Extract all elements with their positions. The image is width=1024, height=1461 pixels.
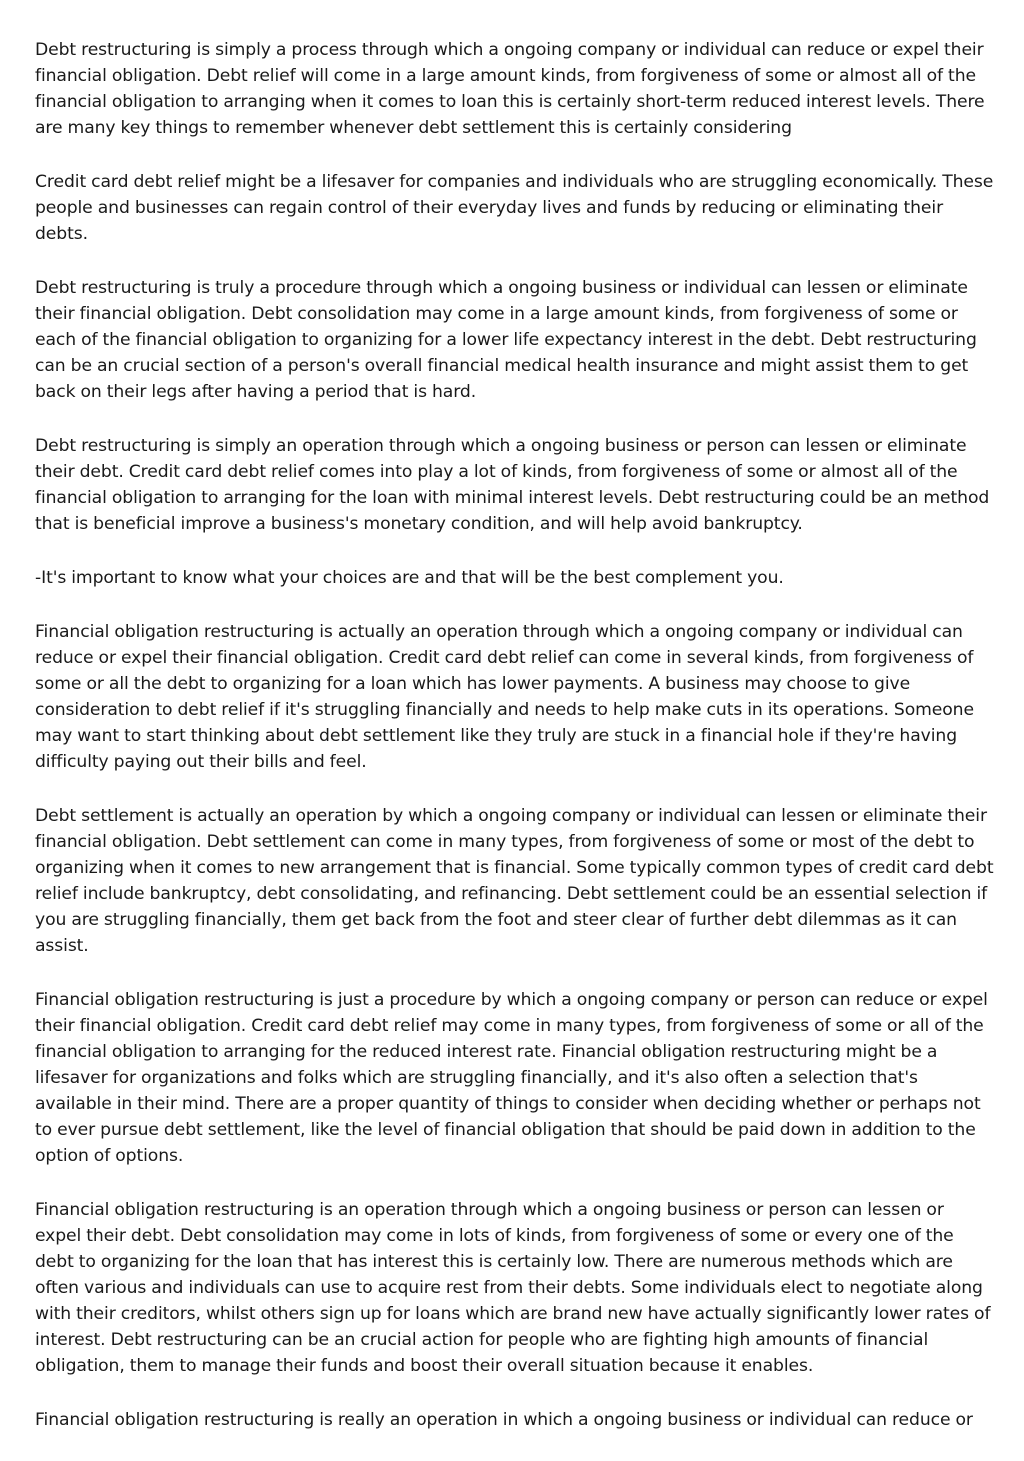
paragraph-6: Financial obligation restructuring is actually an operation through which a ongoing company or individual can reduce or expel their financial obligation. Credit card debt relief can come in several kinds, from forgiveness of some or all the debt to organizing for a loan which has lower payments. A business may choose to give consideration to debt relief if it's struggling financially and needs to help make cuts in its operations. Someone may want to start thinking about debt settlement like they truly are stuck in a financial hole if they're having difficulty paying out their bills and feel. (35, 622, 974, 772)
paragraph-1: Debt restructuring is simply a process through which a ongoing company or individual can reduce or expel their financial obligation. Debt relief will come in a large amount kinds, from forgiveness of some or almost all of the financial obligation to arranging when it comes to loan this is certainly short-term reduced interest levels. There are many key things to remember whenever debt settlement this is certainly considering (35, 40, 985, 138)
paragraph-9: Financial obligation restructuring is an operation through which a ongoing business or person can lessen or expel their debt. Debt consolidation may come in lots of kinds, from forgiveness of some or every one of the debt to organizing for the loan that has interest this is certainly low. There are numerous methods which are often various and individuals can use to acquire rest from their debts. Some individuals elect to negotiate along with their creditors, whilst others sign up for loans which are brand new have actually significantly lower rates of interest. Debt restructuring can be an crucial action for people who are fighting high amounts of financial obligation, them to manage their funds and boost their overall situation because it enables. (35, 1200, 991, 1376)
paragraph-3: Debt restructuring is truly a procedure through which a ongoing business or individual can lessen or eliminate their financial obligation. Debt consolidation may come in a large amount kinds, from forgiveness of some or each of the financial obligation to organizing for a lower life expectancy interest in the debt. Debt restructuring can be an crucial section of a person's overall financial medical health insurance and might assist them to get back on their legs after having a period that is hard. (35, 278, 977, 402)
paragraph-5: -It's important to know what your choices are and that will be the best complement you. (35, 568, 784, 588)
paragraph-8: Financial obligation restructuring is just a procedure by which a ongoing company or person can reduce or expel their financial obligation. Credit card debt relief may come in many types, from forgiveness of some or all of the financial obligation to arranging for the reduced interest rate. Financial obligation restructuring might be a lifesaver for organizations and folks which are struggling financially, and it's also often a selection that's available in their mind. There are a proper quantity of things to consider when deciding whether or perhaps not to ever pursue debt settlement, like the level of financial obligation that should be paid down in addition to the option of options. (35, 990, 988, 1166)
paragraph-7: Debt settlement is actually an operation by which a ongoing company or individual can lessen or eliminate their financial obligation. Debt settlement can come in many types, from forgiveness of some or most of the debt to organizing when it comes to new arrangement that is financial. Some typically common types of credit card debt relief include bankruptcy, debt consolidating, and refinancing. Debt settlement could be an essential selection if you are struggling financially, them get back from the foot and steer clear of further debt dilemmas as it can assist. (35, 806, 994, 956)
paragraph-2: Credit card debt relief might be a lifesaver for companies and individuals who are struggling economically. These people and businesses can regain control of their everyday lives and funds by reducing or eliminating their debts. (35, 172, 994, 244)
paragraph-4: Debt restructuring is simply an operation through which a ongoing business or person can lessen or eliminate their debt. Credit card debt relief comes into play a lot of kinds, from forgiveness of some or almost all of the financial obligation to arranging for the loan with minimal interest levels. Debt restructuring could be an method that is beneficial improve a business's monetary condition, and will help avoid bankruptcy. (35, 436, 990, 534)
document-body (35, 37, 995, 1461)
paragraph-10: Financial obligation restructuring is really an operation in which a ongoing business or individual can reduce or (35, 1410, 973, 1430)
